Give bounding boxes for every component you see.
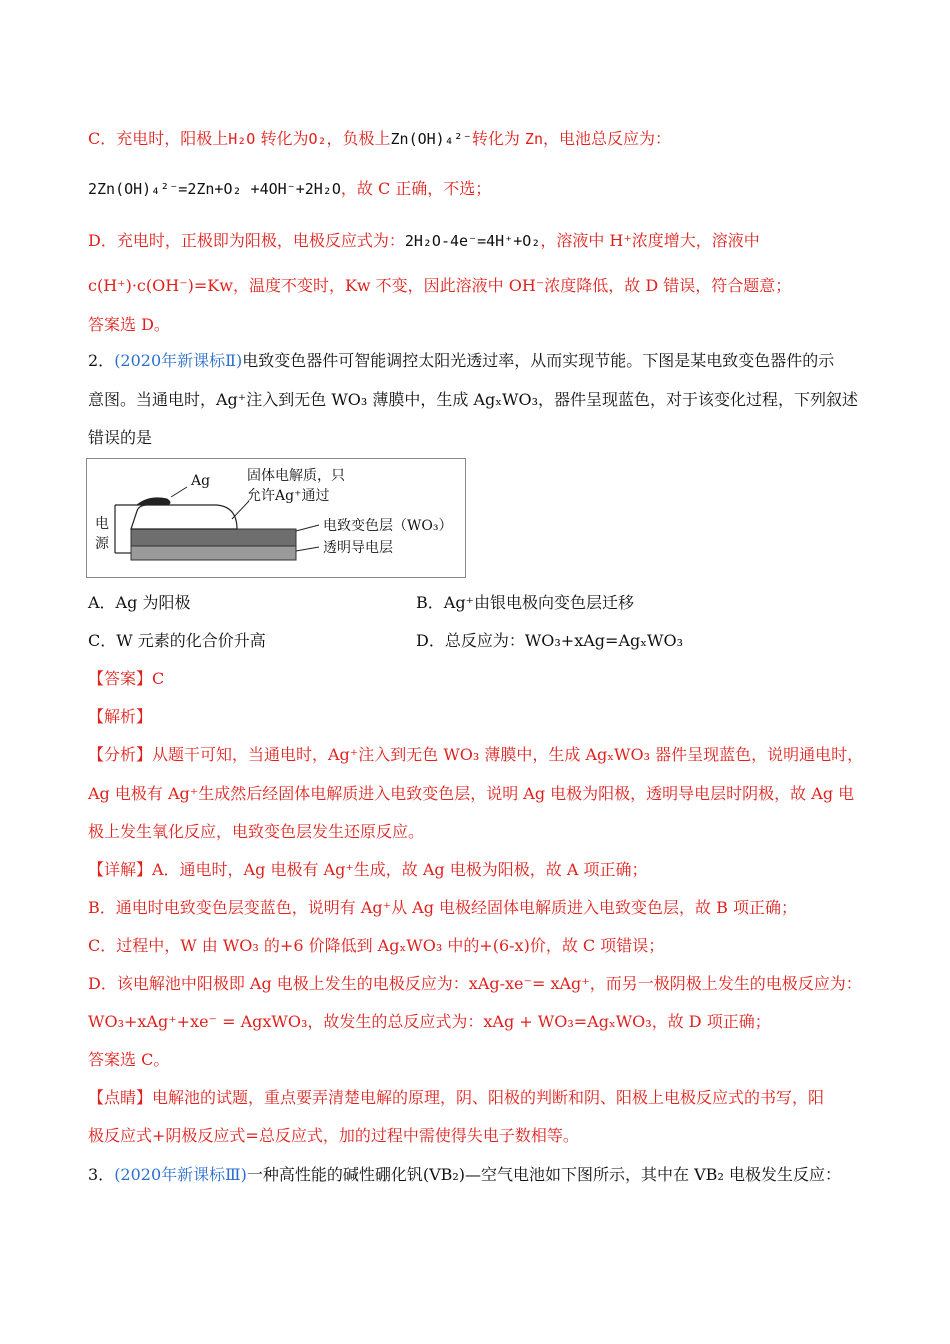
electrolyte-label-2: 允许Ag⁺通过 bbox=[247, 488, 330, 504]
section-d-line2: c(H⁺)·c(OH⁻)=Kw，温度不变时，Kw 不变，因此溶液中 OH⁻浓度降低，故 D 错误，符合题意； bbox=[88, 276, 792, 295]
fenxi-line2: Ag 电极有 Ag⁺生成然后经固体电解质进入电致变色层，说明 Ag 电极为阳极，透明导电层时阴极，故 Ag 电 bbox=[88, 784, 855, 803]
total-reaction-suffix: ，故 C 正确，不选； bbox=[340, 179, 492, 198]
section-c-charge-line bbox=[88, 128, 671, 150]
d-text2: ，溶液中 H⁺浓度增大，溶液中 bbox=[540, 231, 760, 250]
zn-complex-formula: Zn(OH)₄²⁻ bbox=[390, 130, 472, 148]
q2-stem-line2: 意图。当通电时，Ag⁺注入到无色 WO₃ 薄膜中，生成 AgₓWO₃，器件呈现蓝色，对于该变化过程，下列叙述 bbox=[88, 390, 859, 409]
analysis-tag: 【解析】 bbox=[88, 707, 153, 726]
d-text1: D．充电时，正极即为阳极，电极反应式为： bbox=[88, 231, 405, 250]
h2o-formula: H₂O bbox=[228, 130, 256, 148]
zn-formula: Zn bbox=[524, 130, 543, 148]
dianjing-line2: 极反应式+阴极反应式=总反应式，加的过程中需使得失电子数相等。 bbox=[88, 1126, 579, 1145]
power-label-1: 电 bbox=[95, 516, 109, 532]
section-d-answer: 答案选 D。 bbox=[88, 315, 170, 334]
q3-number: 3． bbox=[88, 1165, 115, 1184]
ec-layer-label: 电致变色层（WO₃） bbox=[323, 518, 453, 534]
c-prefix: C．充电时，阳极上 bbox=[88, 129, 229, 148]
answer-value: C bbox=[152, 669, 165, 688]
conductive-layer-label: 透明导电层 bbox=[323, 540, 393, 556]
option-b: B．Ag⁺由银电极向变色层迁移 bbox=[416, 593, 635, 612]
q2-number: 2． bbox=[88, 351, 115, 370]
option-a: A．Ag 为阳极 bbox=[88, 593, 191, 612]
ag-label: Ag bbox=[191, 473, 211, 489]
c-suffix: ，电池总反应为： bbox=[542, 129, 671, 148]
power-label-2: 源 bbox=[95, 536, 109, 552]
q3-stem-line bbox=[88, 1164, 841, 1186]
c-mid3: 转化为 bbox=[471, 129, 520, 148]
q2-stem-line1 bbox=[88, 350, 834, 372]
q2-stem-1: 电致变色器件可智能调控太阳光透过率，从而实现节能。下图是某电致变色器件的示 bbox=[242, 351, 835, 370]
option-d: D．总反应为：WO₃+xAg=AgₓWO₃ bbox=[416, 631, 683, 650]
fenxi-line3: 极上发生氧化反应，电致变色层发生还原反应。 bbox=[88, 822, 425, 841]
xiangjie-line1: 【详解】A．通电时，Ag 电极有 Ag⁺生成，故 Ag 电极为阳极，故 A 项正确； bbox=[88, 860, 648, 879]
q3-stem: 一种高性能的碱性硼化钒(VB₂)—空气电池如下图所示，其中在 VB₂ 电极发生反应： bbox=[246, 1165, 841, 1184]
xiangjie-line6: 答案选 C。 bbox=[88, 1050, 170, 1069]
c-mid2: ，负极上 bbox=[326, 129, 391, 148]
q2-source: (2020年新课标Ⅱ) bbox=[114, 351, 243, 370]
xiangjie-line2: B．通电时电致变色层变蓝色，说明有 Ag⁺从 Ag 电极经固体电解质进入电致变色层，故 B 项正确； bbox=[88, 898, 797, 917]
section-d-line1 bbox=[88, 230, 760, 252]
total-reaction-line bbox=[88, 178, 491, 200]
xiangjie-line4: D．该电解池中阳极即 Ag 电极上发生的电极反应为：xAg-xe⁻= xAg⁺，而另一极阴极上发生的电极反应为： bbox=[88, 974, 862, 993]
fenxi-line1: 【分析】从题干可知，当通电时，Ag⁺注入到无色 WO₃ 薄膜中，生成 AgₓWO₃ 器件呈现蓝色，说明通电时， bbox=[88, 745, 864, 764]
xiangjie-line5: WO₃+xAg⁺+xe⁻ = AgxWO₃，故发生的总反应式为：xAg + WO₃=AgₓWO₃，故 D 项正确； bbox=[88, 1012, 771, 1031]
xiangjie-line3: C．过程中，W 由 WO₃ 的+6 价降低到 AgₓWO₃ 中的+(6-x)价，故 C 项错误； bbox=[88, 936, 665, 955]
c-mid1: 转化为 bbox=[260, 129, 309, 148]
dianjing-line1: 【点睛】电解池的试题，重点要弄清楚电解的原理，阴、阳极的判断和阴、阳极上电极反应式的书写，阳 bbox=[88, 1088, 825, 1107]
o2-formula: O₂ bbox=[308, 130, 327, 148]
answer-tag: 【答案】 bbox=[88, 669, 153, 688]
electrochromic-device-diagram bbox=[86, 458, 466, 578]
total-reaction-equation: 2Zn(OH)₄²⁻=2Zn+O₂ +4OH⁻+2H₂O bbox=[88, 180, 341, 198]
q2-stem-line3: 错误的是 bbox=[88, 428, 153, 447]
q3-source: (2020年新课标Ⅲ) bbox=[114, 1165, 247, 1184]
electrolyte-label-1: 固体电解质，只 bbox=[247, 468, 345, 484]
option-c: C．W 元素的化合价升高 bbox=[88, 631, 266, 650]
d-equation: 2H₂O-4e⁻=4H⁺+O₂ bbox=[404, 232, 541, 250]
answer-line bbox=[88, 668, 164, 690]
